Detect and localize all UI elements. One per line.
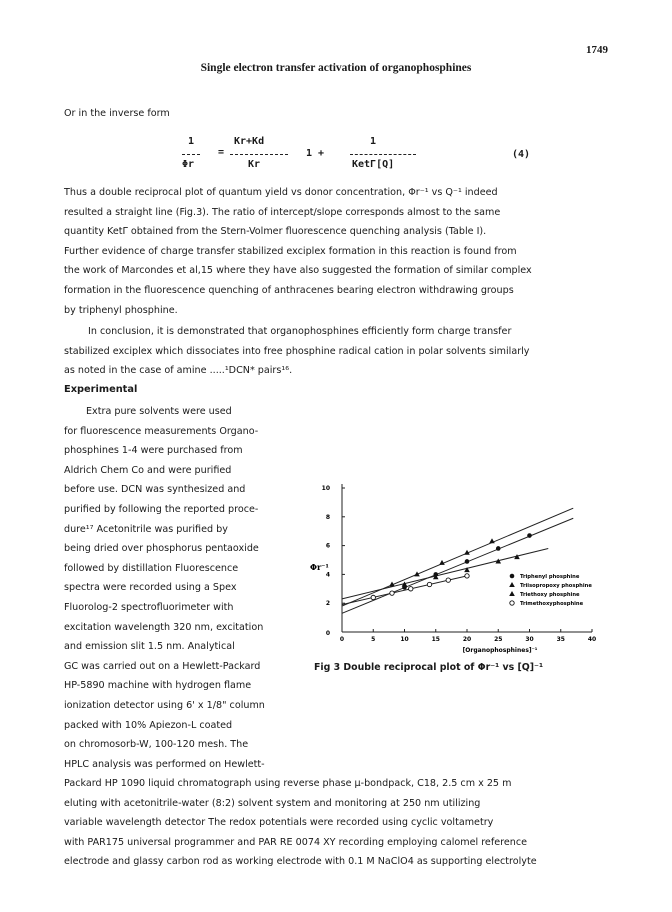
paragraph-2: [64, 322, 606, 381]
text-line: with PAR175 universal programmer and PAR RE 0074 XY recording employing calomel reference: [64, 836, 528, 848]
x-tick-label: 5: [371, 636, 376, 643]
text-line: before use. DCN was synthesized and: [64, 484, 246, 496]
text-line: being dried over phosphorus pentaoxide: [64, 543, 259, 555]
chart-legend: [509, 574, 592, 607]
paragraph-1: [64, 183, 606, 320]
page-number: 1749: [586, 44, 608, 56]
eq-term1-fraction-bar: [230, 154, 288, 155]
text-line: phosphines 1-4 were purchased from: [64, 445, 243, 457]
data-point: [465, 574, 469, 578]
data-point: [509, 582, 515, 587]
text-line: resulted a straight line (Fig.3). The ratio of intercept/slope corresponds almost to the same: [64, 206, 501, 218]
x-tick-label: 30: [525, 636, 534, 643]
x-tick-label: 0: [339, 636, 345, 643]
y-origin-label: 0: [325, 630, 330, 637]
text-line: packed with 10% Apiezon-L coated: [64, 719, 233, 731]
x-tick-label: 20: [462, 636, 472, 643]
chart-axes: [310, 484, 596, 654]
text-line: by triphenyl phosphine.: [64, 304, 178, 316]
data-point: [496, 546, 501, 551]
text-line: stabilized exciplex which dissociates into free phosphine radical cation in polar solvents similarly: [64, 345, 530, 357]
text-line: electrode and glassy carbon rod as working electrode with 0.1 M NaClO4 as supporting electrolyte: [64, 856, 537, 868]
text-line: purified by following the reported proce-: [64, 503, 259, 515]
eq-lhs-fraction-bar: [182, 154, 200, 155]
figure-3-chart: [300, 472, 620, 662]
text-line: Extra pure solvents were used: [86, 406, 232, 417]
y-tick-label: 10: [321, 485, 330, 492]
text-line: eluting with acetonitrile-water (8:2) solvent system and monitoring at 250 nm utilizing: [64, 797, 481, 809]
eq-lhs-denominator: Φr: [182, 159, 195, 170]
text-line: quantity KetΓ obtained from the Stern-Volmer fluorescence quenching analysis (Table I).: [64, 226, 487, 238]
eq-lhs-numerator: 1: [188, 136, 195, 147]
text-line: Thus a double reciprocal plot of quantum yield vs donor concentration, Φr⁻¹ vs Q⁻¹ indeed: [64, 187, 498, 198]
eq-number: (4): [512, 149, 531, 160]
text-line: variable wavelength detector The redox potentials were recorded using cyclic voltametry: [64, 817, 494, 829]
text-line: HPLC analysis was performed on Hewlett-: [64, 758, 265, 770]
text-line: Further evidence of charge transfer stabilized exciplex formation in this reaction is found from: [64, 245, 517, 257]
text-line: HP-5890 machine with hydrogen flame: [64, 680, 252, 692]
eq-term1-denominator: Kr: [248, 159, 261, 170]
text-line: the work of Marcondes et al,15 where they have also suggested the formation of similar complex: [64, 265, 532, 277]
legend-label: Triisopropoxy phosphine: [520, 583, 592, 589]
legend-label: Triphenyl phosphine: [520, 574, 580, 580]
series-line: [342, 518, 573, 613]
x-axis-label: [Organophosphines]⁻¹: [462, 647, 538, 654]
text-line: for fluorescence measurements Organo-: [64, 425, 259, 437]
data-point: [371, 595, 375, 599]
data-point: [527, 533, 532, 538]
eq-term2-denominator: KetΓ[Q]: [352, 159, 395, 170]
data-point: [510, 574, 515, 579]
experimental-left-column: [64, 402, 296, 774]
x-tick-label: 15: [431, 636, 440, 643]
text-line: Fluorolog-2 spectrofluorimeter with: [64, 601, 234, 613]
x-tick-label: 25: [494, 636, 503, 643]
x-tick-label: 40: [587, 636, 597, 643]
text-line: GC was carried out on a Hewlett-Packard: [64, 660, 261, 672]
eq-term1-numerator: Kr+Kd: [234, 136, 265, 147]
y-tick-label: 4: [325, 571, 330, 579]
eq-plus: 1 +: [306, 148, 325, 159]
running-head: Single electron transfer activation of organophosphines: [200, 62, 472, 74]
text-line: Packard HP 1090 liquid chromatograph using reverse phase μ-bondpack, C18, 2.5 cm x 25 m: [64, 778, 512, 789]
y-tick-label: 8: [325, 513, 330, 521]
eq-term2-numerator: 1: [370, 136, 377, 147]
eq-term2-fraction-bar: [350, 154, 416, 155]
x-tick-label: 35: [556, 636, 565, 643]
eq-equals-sign: =: [218, 147, 225, 158]
data-point: [465, 559, 470, 564]
text-line: on chromosorb-W, 100-120 mesh. The: [64, 739, 249, 751]
text-line: In conclusion, it is demonstrated that organophosphines efficiently form charge transfer: [88, 326, 512, 337]
text-line: followed by distillation Fluorescence: [64, 562, 239, 574]
section-heading-experimental: Experimental: [64, 384, 138, 395]
experimental-continuation: [64, 774, 606, 872]
text-line: excitation wavelength 320 nm, excitation: [64, 621, 264, 633]
intro-line: Or in the inverse form: [64, 108, 170, 119]
data-point: [409, 587, 413, 591]
text-line: Aldrich Chem Co and were purified: [64, 464, 232, 476]
data-point: [390, 591, 394, 595]
text-line: as noted in the case of amine .....¹DCN* pairs¹⁶.: [64, 365, 293, 377]
figure-caption: Fig 3 Double reciprocal plot of Φr⁻¹ vs [Q]⁻¹: [314, 662, 544, 673]
x-tick-label: 10: [400, 636, 409, 643]
legend-label: Trimethoxyphosphine: [520, 601, 584, 607]
data-point: [427, 582, 431, 586]
text-line: formation in the fluorescence quenching of anthracenes bearing electron withdrawing groups: [64, 284, 514, 296]
legend-label: Triethoxy phosphine: [520, 592, 580, 598]
text-line: spectra were recorded using a Spex: [64, 582, 237, 594]
text-line: and emission slit 1.5 nm. Analytical: [64, 641, 235, 653]
chart-points: [371, 533, 532, 599]
text-line: dure¹⁷ Acetonitrile was purified by: [64, 523, 228, 535]
text-line: ionization detector using 6' x 1/8" column: [64, 699, 265, 711]
data-point: [446, 578, 450, 582]
y-tick-label: 6: [325, 542, 330, 550]
y-axis-label: Φr⁻¹: [310, 562, 329, 572]
data-point: [510, 601, 514, 605]
y-tick-label: 2: [325, 600, 330, 608]
data-point: [509, 591, 515, 596]
data-point: [489, 538, 495, 543]
